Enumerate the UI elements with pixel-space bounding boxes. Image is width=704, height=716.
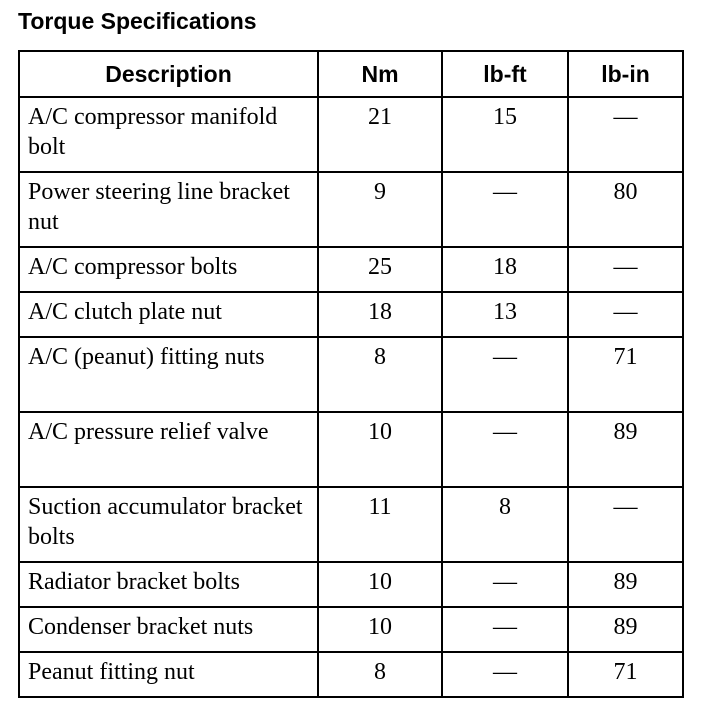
cell-description: A/C pressure relief valve bbox=[19, 412, 318, 487]
table-header-row bbox=[19, 51, 683, 97]
page-title: Torque Specifications bbox=[18, 8, 257, 34]
table-row bbox=[19, 172, 683, 247]
cell-description: Radiator bracket bolts bbox=[19, 562, 318, 607]
cell-lbin: 89 bbox=[568, 607, 683, 652]
cell-lbin: 71 bbox=[568, 337, 683, 412]
table-row bbox=[19, 652, 683, 697]
table-row bbox=[19, 487, 683, 562]
cell-lbft: 15 bbox=[442, 97, 568, 172]
cell-nm: 9 bbox=[318, 172, 442, 247]
cell-lbft: — bbox=[442, 562, 568, 607]
cell-description: Suction accumulator bracket bolts bbox=[19, 487, 318, 562]
cell-description: A/C compressor bolts bbox=[19, 247, 318, 292]
cell-lbin: 89 bbox=[568, 412, 683, 487]
table-row bbox=[19, 562, 683, 607]
table-row bbox=[19, 247, 683, 292]
cell-lbin: 80 bbox=[568, 172, 683, 247]
torque-spec-table bbox=[18, 50, 684, 698]
cell-lbft: — bbox=[442, 337, 568, 412]
cell-nm: 25 bbox=[318, 247, 442, 292]
cell-nm: 10 bbox=[318, 562, 442, 607]
cell-description: A/C (peanut) fitting nuts bbox=[19, 337, 318, 412]
table-row bbox=[19, 607, 683, 652]
cell-description: Condenser bracket nuts bbox=[19, 607, 318, 652]
column-header-nm: Nm bbox=[318, 51, 442, 97]
cell-lbin: 89 bbox=[568, 562, 683, 607]
cell-nm: 11 bbox=[318, 487, 442, 562]
cell-lbft: — bbox=[442, 412, 568, 487]
table-row bbox=[19, 337, 683, 412]
cell-nm: 8 bbox=[318, 337, 442, 412]
table-row bbox=[19, 412, 683, 487]
cell-nm: 8 bbox=[318, 652, 442, 697]
cell-lbin: 71 bbox=[568, 652, 683, 697]
cell-lbin: — bbox=[568, 247, 683, 292]
cell-nm: 18 bbox=[318, 292, 442, 337]
cell-lbft: — bbox=[442, 172, 568, 247]
cell-lbft: 18 bbox=[442, 247, 568, 292]
table-row bbox=[19, 292, 683, 337]
cell-description: A/C compressor manifold bolt bbox=[19, 97, 318, 172]
cell-description: Peanut fitting nut bbox=[19, 652, 318, 697]
cell-lbin: — bbox=[568, 487, 683, 562]
cell-lbin: — bbox=[568, 97, 683, 172]
cell-lbft: 13 bbox=[442, 292, 568, 337]
cell-description: Power steering line bracket nut bbox=[19, 172, 318, 247]
cell-lbft: — bbox=[442, 607, 568, 652]
column-header-lbin: lb-in bbox=[568, 51, 683, 97]
cell-lbin: — bbox=[568, 292, 683, 337]
column-header-description: Description bbox=[19, 51, 318, 97]
table-row bbox=[19, 97, 683, 172]
cell-nm: 21 bbox=[318, 97, 442, 172]
column-header-lbft: lb-ft bbox=[442, 51, 568, 97]
cell-nm: 10 bbox=[318, 412, 442, 487]
cell-lbft: — bbox=[442, 652, 568, 697]
cell-description: A/C clutch plate nut bbox=[19, 292, 318, 337]
cell-nm: 10 bbox=[318, 607, 442, 652]
cell-lbft: 8 bbox=[442, 487, 568, 562]
